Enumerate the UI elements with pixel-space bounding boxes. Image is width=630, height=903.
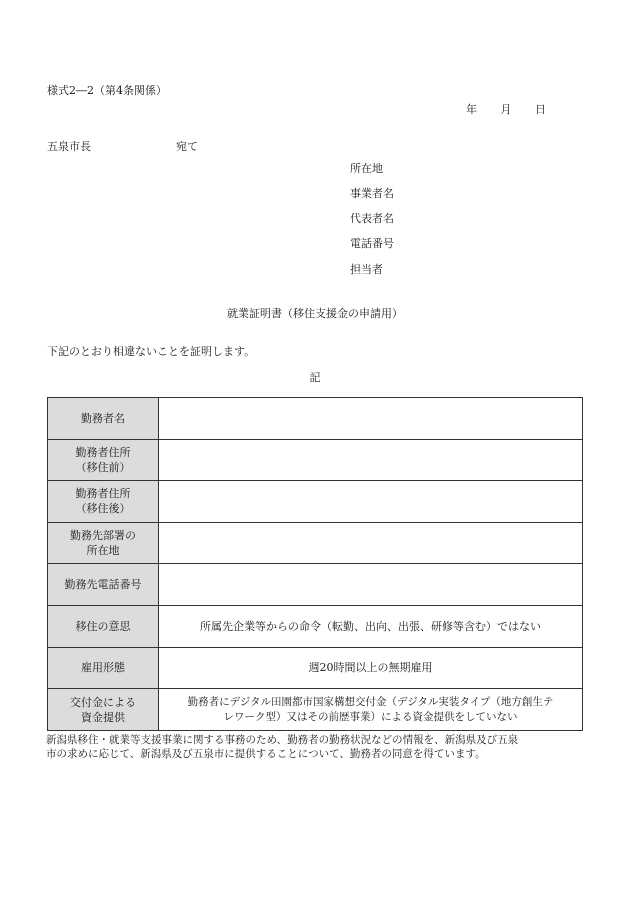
form-number: 様式2―2（第4条関係）: [47, 84, 167, 97]
row-value-employment-type: 週20時間以上の無期雇用: [159, 647, 583, 689]
ki-heading: 記: [309, 371, 321, 384]
row-value-grant-funding: 勤務者にデジタル田園都市国家構想交付金（デジタル実装タイプ（地方創生テ レワーク型）又はその前歴事業）による資金提供をしていない: [159, 689, 583, 731]
consent-footnote: [46, 733, 586, 761]
table-row: [48, 564, 583, 606]
table-row: [48, 481, 583, 523]
sender-phone-label: 電話番号: [350, 237, 394, 250]
row-value-worker-name[interactable]: [159, 398, 583, 440]
row-label-address-after: 勤務者住所 （移住後）: [48, 481, 159, 523]
date-day: 日: [535, 103, 546, 116]
table-row: [48, 398, 583, 440]
row-label-employment-type: 雇用形態: [48, 647, 159, 689]
row-value-relocation-intent: 所属先企業等からの命令（転勤、出向、出張、研修等含む）ではない: [159, 605, 583, 647]
row-value-address-before[interactable]: [159, 439, 583, 481]
row-value-address-after[interactable]: [159, 481, 583, 523]
sender-representative-label: 代表者名: [350, 212, 394, 225]
footnote-line-2: 市の求めに応じて、新潟県及び五泉市に提供することについて、勤務者の同意を得ています。: [46, 748, 486, 760]
row-label-relocation-intent: 移住の意思: [48, 605, 159, 647]
addressee-name: 五泉市長: [47, 140, 91, 153]
sender-address-label: 所在地: [350, 162, 383, 175]
date-year: 年: [466, 103, 477, 116]
table-row: [48, 522, 583, 564]
row-label-grant-funding: 交付金による 資金提供: [48, 689, 159, 731]
date-month: 月: [500, 103, 512, 116]
addressee-suffix: 宛て: [176, 140, 198, 153]
row-label-workplace-phone: 勤務先電話番号: [48, 564, 159, 606]
row-label-worker-name: 勤務者名: [48, 398, 159, 440]
row-label-department-location: 勤務先部署の 所在地: [48, 522, 159, 564]
certification-statement: 下記のとおり相違ないことを証明します。: [47, 345, 256, 358]
sender-business-name-label: 事業者名: [350, 187, 394, 200]
row-value-workplace-phone[interactable]: [159, 564, 583, 606]
sender-contact-label: 担当者: [350, 263, 383, 276]
certificate-table: [47, 397, 583, 731]
row-value-department-location[interactable]: [159, 522, 583, 564]
date-line: [466, 101, 546, 117]
table-row: [48, 605, 583, 647]
table-row: [48, 689, 583, 731]
row-label-address-before: 勤務者住所 （移住前）: [48, 439, 159, 481]
table-row: [48, 647, 583, 689]
document-title: 就業証明書（移住支援金の申請用）: [227, 307, 403, 320]
table-row: [48, 439, 583, 481]
footnote-line-1: 新潟県移住・就業等支援事業に関する事務のため、勤務者の勤務状況などの情報を、新潟県及び五泉: [46, 734, 519, 746]
